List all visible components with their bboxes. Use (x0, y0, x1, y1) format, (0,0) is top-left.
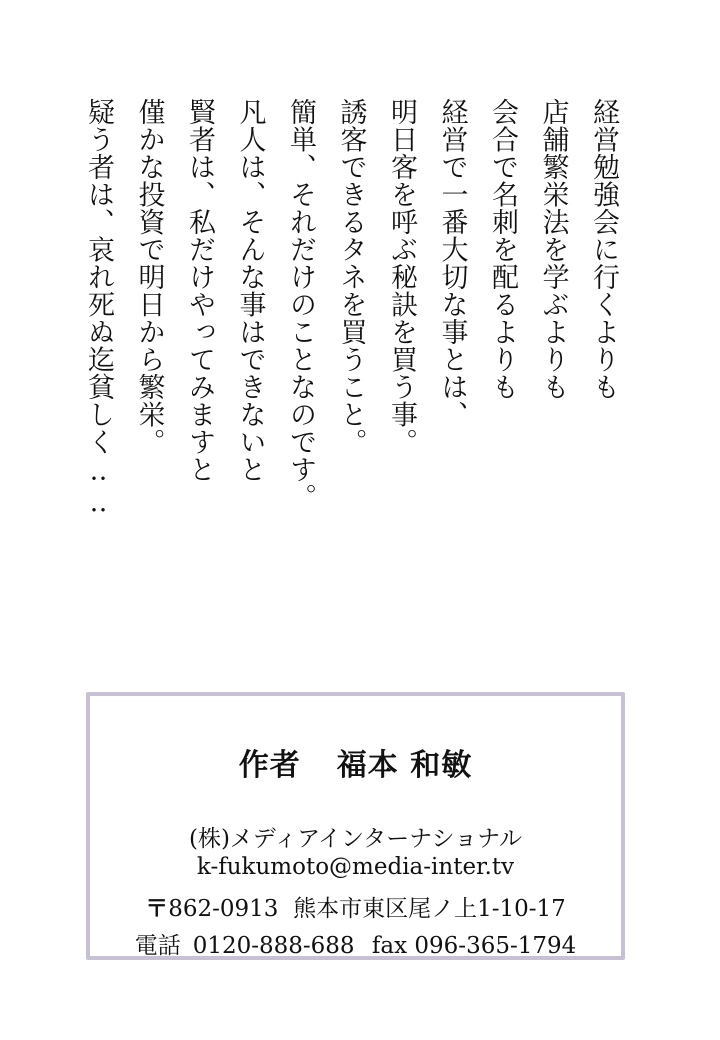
street-address: 熊本市東区尾ノ上1-10-17 (293, 896, 566, 922)
poem-line: 疑う者は、哀れ死ぬ迄貧しく‥‥ (83, 98, 114, 519)
poem-line: 明日客を呼ぶ秘訣を買う事。 (386, 98, 417, 456)
poem-line: 会合で名刺を配るよりも (487, 98, 518, 401)
tel-label: 電話 (134, 933, 181, 959)
author-info-box (86, 692, 625, 960)
poem-line: 経営勉強会に行くよりも (588, 98, 619, 401)
company-name: (株)メディアインターナショナル (188, 826, 523, 852)
poem-text (73, 98, 629, 568)
poem-line: 簡単、それだけのことなのです。 (285, 98, 316, 511)
poem-line: 僅かな投資で明日から繁栄。 (133, 98, 165, 456)
author-label: 作者 (238, 748, 301, 783)
contact-numbers (90, 927, 621, 960)
postal-mark-icon: 〒 (145, 895, 169, 922)
poem-line: 誘客できるタネを買うこと。 (335, 98, 367, 456)
tel-number[interactable]: 0120-888-688 (192, 933, 355, 959)
postal-code: 862-0913 (168, 896, 279, 922)
fax-number: 096-365-1794 (414, 933, 577, 959)
poem-line: 凡人は、そんな事はできないと (234, 98, 266, 483)
poem-line: 経営で一番大切な事とは、 (436, 98, 468, 428)
postal-address (90, 890, 621, 923)
author-name: 福本 和敏 (336, 748, 473, 783)
poem-line: 賢者は、私だけやってみますと (184, 98, 215, 483)
poem-line: 店舗繁栄法を学ぶよりも (537, 98, 569, 401)
fax-label: fax (371, 933, 408, 959)
email-address[interactable]: k-fukumoto@media-inter.tv (196, 854, 515, 880)
author-heading (90, 740, 621, 784)
